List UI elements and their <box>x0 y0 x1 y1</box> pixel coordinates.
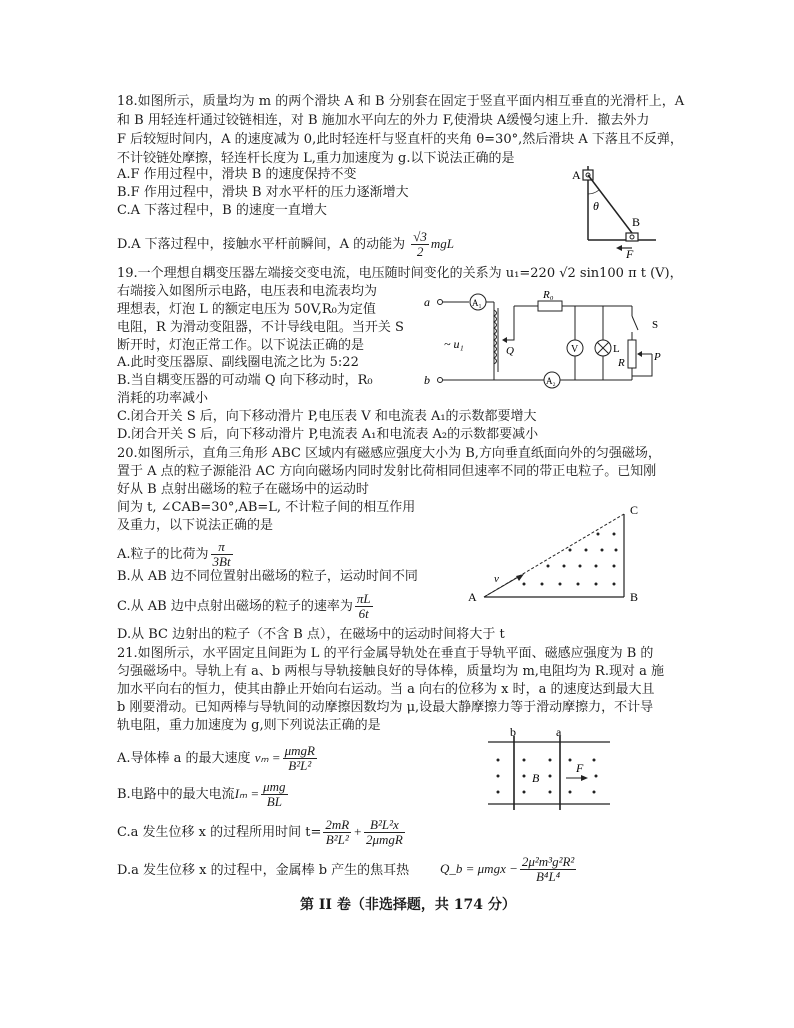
section-title: 第 II 卷（非选择题，共 174 分） <box>300 897 516 913</box>
terminal-a: a <box>424 295 430 309</box>
q21-option-a: A.导体棒 a 的最大速度 vₘ = $\frac{\text{μmgR}}{\text{B²L²}}$ <box>117 743 315 773</box>
q18-option-c: C.A 下落过程中，B 的速度一直增大 <box>117 203 327 218</box>
q21-line-1: 21.如图所示，水平固定且间距为 L 的平行金属导轨处在垂直于导轨平面、磁感应强度为 B 的 <box>117 646 654 661</box>
q21-line-2: 匀强磁场中。导轨上有 a、b 两根与导轨接触良好的导体棒，质量均为 m,电阻均为 R.现对 a 施 <box>117 664 664 679</box>
slider-p: P <box>654 351 661 363</box>
q19-line-5: 断开时，灯泡正常工作。以下说法正确的是 <box>117 338 365 353</box>
tap-q: Q <box>506 345 514 357</box>
label-B: B <box>632 215 641 229</box>
force-F: F <box>576 761 584 775</box>
q19-transformer-circuit <box>424 288 670 396</box>
q19-line-3: 理想表，灯泡 L 的额定电压为 50V,R₀为定值 <box>117 302 376 317</box>
source-u1: ~ u₁ <box>444 337 464 351</box>
q18-line-3: F 后较短时间内，A 的速度减为 0,此时轻连杆与竖直杆的夹角 θ=30°,然后滑块 A 下落且不反弹， <box>117 132 683 147</box>
velocity-v: v <box>494 573 499 585</box>
q21-option-d-formula: Q_b = μmgx − $\frac{\text{2μ²m³g²R²}}{\text{B⁴L⁴}}$ <box>440 854 575 884</box>
q21-line-3: 加水平向右的恒力，使其由静止开始向右运动。当 a 向右的位移为 x 时，a 的速度达到最大且 <box>117 682 655 697</box>
q18-line-1: 18.如图所示，质量均为 m 的两个滑块 A 和 B 分别套在固定于竖直平面内相互垂直的光滑杆上，A <box>117 94 685 109</box>
q19-option-d: D.闭合开关 S 后，向下移动滑片 P,电流表 A₁和电流表 A₂的示数都要减小 <box>117 427 539 442</box>
ammeter-a2: A₂ <box>546 376 556 386</box>
q19-option-b: B.当自耦变压器的可动端 Q 向下移动时，R₀ <box>117 373 373 388</box>
q18-line-4: 不计铰链处摩擦，轻连杆长度为 L,重力加速度为 g.以下说法正确的是 <box>117 151 515 166</box>
q20-line-1: 20.如图所示，直角三角形 ABC 区域内有磁感应强度大小为 B,方向垂直纸面向外的匀强磁场， <box>117 446 661 461</box>
q18-option-b: B.F 作用过程中，滑块 B 对水平杆的压力逐渐增大 <box>117 185 409 200</box>
q18-line-2: 和 B 用轻连杆通过铰链相连，对 B 施加水平向左的外力 F,使滑块 A缓慢匀速上升．撤去外力 <box>117 113 650 128</box>
q21-line-4: b 刚要滑动。已知两棒与导轨间的动摩擦因数均为 μ,设最大静摩擦力等于滑动摩擦力，不计导 <box>117 700 654 715</box>
q19-line-2: 右端接入如图所示电路，电压表和电流表均为 <box>117 284 378 299</box>
label-A: A <box>572 168 581 182</box>
lamp-l: L <box>613 343 620 355</box>
q18-option-a: A.F 作用过程中，滑块 B 的速度保持不变 <box>117 167 357 182</box>
vertex-B: B <box>630 590 639 604</box>
q20-option-d: D.从 BC 边射出的粒子（不含 B 点），在磁场中的运动时间将大于 t <box>117 627 505 642</box>
terminal-b: b <box>424 373 430 387</box>
q21-option-d: D.a 发生位移 x 的过程中，金属棒 b 产生的焦耳热 <box>117 863 410 878</box>
voltmeter-v: V <box>571 344 579 355</box>
q21-option-c: C.a 发生位移 x 的过程所用时间 t= $\frac{2mR}{\text{B²L²}}$ + $\frac{\text{B²L²x}}{\text{2μmgR}}$ <box>117 817 403 847</box>
q18-option-d-fraction: $\frac{√3}{2}$ <box>413 229 427 259</box>
rheostat-r: R <box>618 357 625 369</box>
rod-b: b <box>510 725 516 739</box>
q21-line-5: 轨电阻，重力加速度为 g,则下列说法正确的是 <box>117 718 381 733</box>
q20-triangle-field-figure <box>464 500 644 608</box>
q19-line-4: 电阻，R 为滑动变阻器，不计导线电阻。当开关 S <box>117 320 404 335</box>
q18-slider-rod-figure <box>566 160 662 260</box>
q19-option-a: A.此时变压器原、副线圈电流之比为 5:22 <box>117 355 359 370</box>
q18-option-d: D.A 下落过程中，接触水平杆前瞬间，A 的动能为 $\frac{√3}{2}$ mgL <box>117 229 455 259</box>
q20-line-5: 及重力，以下说法正确的是 <box>117 518 274 533</box>
q20-line-3: 好从 B 点射出磁场的粒子在磁场中的运动时 <box>117 482 369 497</box>
ammeter-a1: A₁ <box>472 298 482 308</box>
vertex-A: A <box>468 590 477 604</box>
q18-option-d-text: D.A 下落过程中，接触水平杆前瞬间，A 的动能为 <box>117 237 406 252</box>
label-F: F <box>626 247 634 261</box>
field-B: B <box>532 771 540 785</box>
switch-s: S <box>652 319 659 331</box>
q20-option-a: A.粒子的比荷为 $\frac{\pi}{3Bt}$ <box>117 539 231 569</box>
q19-line-1: 19.一个理想自耦变压器左端接交变电流，电压随时间变化的关系为 u₁=220 √2 sin100 π t (V)， <box>117 266 683 281</box>
q19-option-b-cont: 消耗的功率减小 <box>117 391 209 406</box>
rod-a: a <box>556 725 562 739</box>
q21-rails-rods-figure <box>484 726 620 812</box>
q20-line-4: 间为 t, ∠CAB=30°,AB=L, 不计粒子间的相互作用 <box>117 500 416 515</box>
q19-option-c: C.闭合开关 S 后，向下移动滑片 P,电压表 V 和电流表 A₁的示数都要增大 <box>117 409 537 424</box>
q20-option-c: C.从 AB 边中点射出磁场的粒子的速率为 $\frac{\pi L}{6t}$ <box>117 591 371 621</box>
q20-option-b: B.从 AB 边不同位置射出磁场的粒子，运动时间不同 <box>117 569 418 584</box>
q20-line-2: 置于 A 点的粒子源能沿 AC 方向向磁场内同时发射比荷相同但速率不同的带正电粒子。已知刚 <box>117 464 657 479</box>
label-theta: θ <box>593 199 599 213</box>
q21-option-b: B.电路中的最大电流Iₘ = $\frac{\text{μmg}}{BL}$ <box>117 779 286 809</box>
resistor-r0: R₀ <box>543 289 554 301</box>
vertex-C: C <box>630 503 639 517</box>
